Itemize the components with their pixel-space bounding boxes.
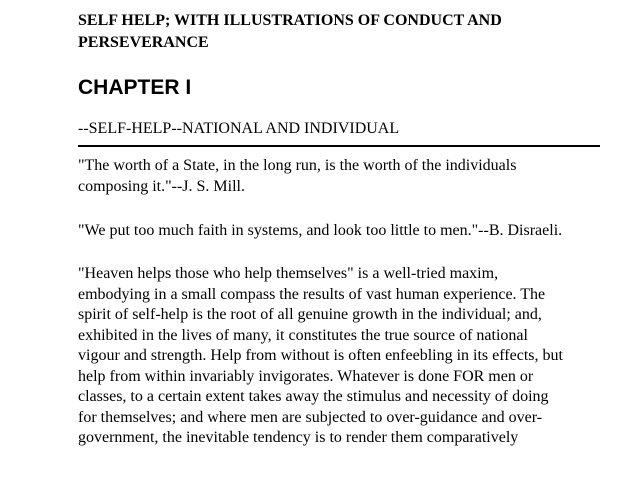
text-line: "We put too much faith in systems, and look too little to men."--B. Disraeli.: [78, 222, 563, 239]
book-title: [78, 10, 598, 54]
text-line: embodying in a small compass the results of vast human experience. The: [78, 285, 546, 303]
text-line: for themselves; and where men are subjected to over-guidance and over-: [78, 408, 543, 426]
text-line: exhibited in the lives of many, it constitutes the true source of national: [78, 326, 528, 344]
book-title-line: SELF HELP; WITH ILLUSTRATIONS OF CONDUCT AND: [78, 12, 502, 29]
text-line: help from within invariably invigorates. Whatever is done FOR men or: [78, 367, 534, 385]
text-line: "The worth of a State, in the long run, is the worth of the individuals: [78, 157, 517, 174]
text-line: vigour and strength. Help from without is often enfeebling in its effects, but: [78, 347, 563, 364]
quote-disraeli: [78, 221, 608, 242]
book-title-line: PERSEVERANCE: [78, 34, 209, 51]
chapter-heading: CHAPTER I: [78, 76, 192, 99]
quote-mill: [78, 156, 608, 197]
text-line: classes, to a certain extent takes away the stimulus and necessity of doing: [78, 388, 549, 405]
section-title: --SELF-HELP--NATIONAL AND INDIVIDUAL: [78, 120, 400, 137]
text-line: composing it."--J. S. Mill.: [78, 177, 245, 195]
text-line: spirit of self-help is the root of all genuine growth in the individual; and,: [78, 306, 542, 323]
body-paragraph: [78, 264, 608, 449]
text-line: "Heaven helps those who help themselves" is a well-tried maxim,: [78, 265, 499, 282]
text-line: government, the inevitable tendency is to render them comparatively: [78, 429, 519, 446]
section-divider: [78, 145, 600, 147]
